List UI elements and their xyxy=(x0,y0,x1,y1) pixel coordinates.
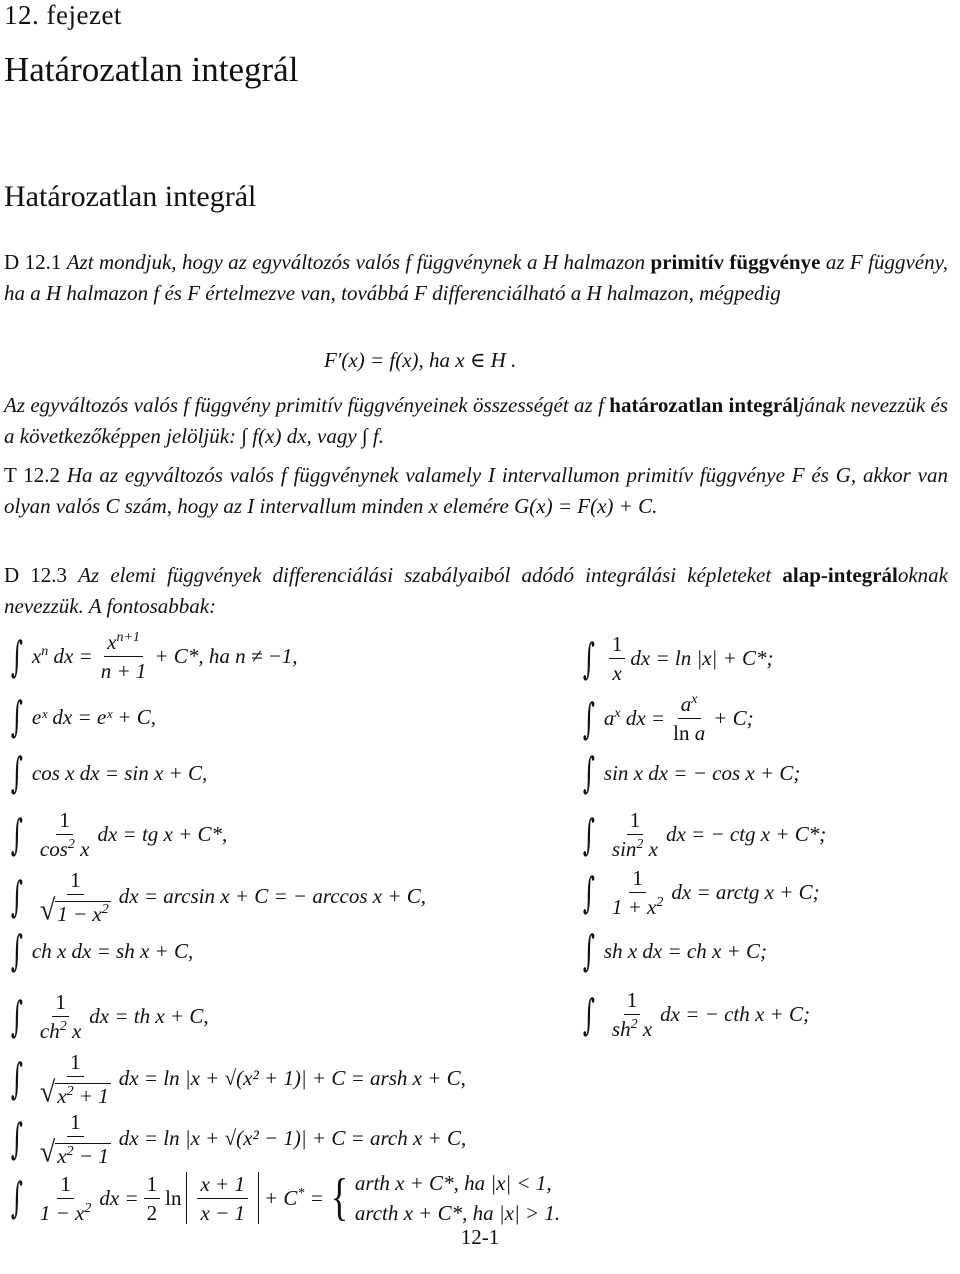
formula-arth: ∫ $\frac{1}{1 - x^2}$ dx = $\frac{1}{2}$ ln $\frac{x + 1}{x - 1}$ + C* = { arth x + C*, ha |x| < 1, arcth x + C*, ha |x| > 1. xyxy=(10,1169,561,1226)
formula-exp: ∫ eˣ dx = eˣ + C, xyxy=(10,692,157,741)
definition-label: D 12.3 xyxy=(4,563,68,587)
theorem-12-2: T 12.2 Ha az egyváltozós valós f függvénynek valamely I intervallumon primitív függvénye F és G, akkor van olyan valós C szám, hogy az I intervallum minden x elemére G(x) = F(x) + C. xyxy=(4,463,948,518)
primitive-equation: F′(x) = f(x), ha x ∈ H . xyxy=(324,348,517,372)
formula-csch2: ∫ $\frac{1}{sh^2 x}$ dx = − cth x + C; xyxy=(582,988,810,1041)
formula-reciprocal: ∫ $\frac{1}{x}$ dx = ln |x| + C*; xyxy=(582,632,774,685)
formula-sh: ∫ sh x dx = ch x + C; xyxy=(582,926,767,975)
formula-sech2: ∫ $\frac{1}{ch^2 x}$ dx = th x + C, xyxy=(10,990,209,1043)
formula-power: ∫ $x^n$ dx = $\frac{x^{n+1}}{n + 1}$ + C*, ha n ≠ −1, xyxy=(10,630,298,683)
term-indefinite-integral: határozatlan integrál xyxy=(609,393,799,417)
definition-12-3: D 12.3 Az elemi függvények differenciálási szabályaiból adódó integrálási képleteket alap-integráloknak nevezzük. A fontosabbak: xyxy=(4,563,949,618)
page-title: Határozatlan integrál xyxy=(4,50,299,89)
theorem-label: T 12.2 xyxy=(4,463,61,487)
formula-arch: ∫ 1 √ $x^2 - 1$ dx = ln |x + √(x² − 1)| + C = arch x + C, xyxy=(10,1110,467,1169)
formula-ch: ∫ ch x dx = sh x + C, xyxy=(10,926,194,975)
formula-sec2: ∫ $\frac{1}{\cos^2 x}$ dx = tg x + C*, xyxy=(10,808,228,861)
formula-cos: ∫ cos x dx = sin x + C, xyxy=(10,748,208,797)
term-primitive: primitív függvénye xyxy=(650,250,821,274)
indefinite-integral-definition: Az egyváltozós valós f függvény primitív függvényeinek összességét az f határozatlan integráljának nevezzük és a következőképpen jelöljük: ∫ f(x) dx, vagy ∫ f. xyxy=(4,393,949,448)
formula-sin: ∫ sin x dx = − cos x + C; xyxy=(582,748,801,797)
chapter-label: 12. fejezet xyxy=(4,0,122,30)
formula-arctg: ∫ $\frac{1}{1 + x^2}$ dx = arctg x + C; xyxy=(582,866,820,919)
formula-csc2: ∫ $\frac{1}{\sin^2 x}$ dx = − ctg x + C*; xyxy=(582,808,827,861)
term-basic-integral: alap-integrál xyxy=(782,563,898,587)
definition-label: D 12.1 xyxy=(4,250,62,274)
formula-arsh: ∫ 1 √ $x^2 + 1$ dx = ln |x + √(x² + 1)| + C = arsh x + C, xyxy=(10,1050,466,1109)
definition-12-1: D 12.1 Azt mondjuk, hogy az egyváltozós valós f függvénynek a H halmazon primitív függvénye az F függvény, ha a H halmazon f és F értelmezve van, továbbá F differenciálható a H halmazon, mégpedig xyxy=(4,250,949,305)
formula-ax: ∫ $a^x$ dx = $\frac{a^x}{\text{ln a}}$ + C; xyxy=(582,692,754,745)
section-title: Határozatlan integrál xyxy=(4,180,257,213)
page-number: 12-1 xyxy=(460,1225,500,1249)
formula-arcsin: ∫ 1 √ $1 - x^2$ dx = arcsin x + C = − arccos x + C, xyxy=(10,868,427,927)
